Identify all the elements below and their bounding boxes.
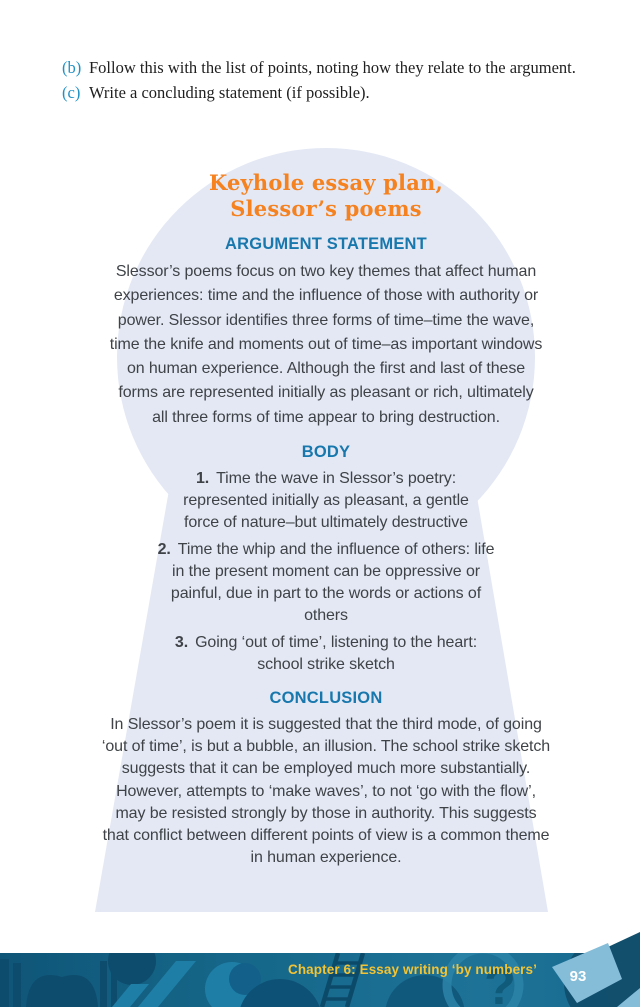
body-point-text: Going ‘out of time’, listening to the heart: school strike sketch xyxy=(195,633,478,673)
plan-title-line1: Keyhole essay plan, xyxy=(208,170,444,195)
body-point-1 xyxy=(174,468,479,535)
list-item-text: Follow this with the list of points, noting how they relate to the argument. xyxy=(89,58,576,77)
body-point-text: Time the whip and the influence of others: life in the present moment can be oppressive or painful, due in part to the words or actions of others xyxy=(170,540,495,625)
body-point-number: 3. xyxy=(174,633,189,651)
page-number: 93 xyxy=(569,968,587,985)
body-point-number: 2. xyxy=(157,540,171,558)
page-number-tab xyxy=(0,930,640,1007)
argument-heading: ARGUMENT STATEMENT xyxy=(225,235,427,253)
list-item-label: (c) xyxy=(62,83,81,102)
body-heading: BODY xyxy=(301,443,351,462)
list-item-text: Write a concluding statement (if possible). xyxy=(89,83,370,102)
body-point-3 xyxy=(156,632,496,676)
conclusion-text: In Slessor’s poem it is suggested that the third mode, of going ‘out of time’, is but a bubble, an illusion. The school strike sketch suggests that it can be employed much more substantially. However, attempts to ‘make waves’, to not ‘go with the flow’, may be resisted strongly by those in authority. This suggests that conflict between different points of view is a common theme in human experience. xyxy=(101,715,551,867)
body-point-number: 1. xyxy=(195,470,210,488)
conclusion-heading: CONCLUSION xyxy=(269,688,383,707)
chapter-label: Chapter 6: Essay writing ‘by numbers’ xyxy=(287,962,537,977)
body-point-2 xyxy=(156,539,496,628)
body-point-text: Time the wave in Slessor’s poetry: represented initially as pleasant, a gentle force of nature–but ultimately destructive xyxy=(183,470,469,532)
keyhole-plan xyxy=(60,170,592,869)
plan-title xyxy=(60,170,592,222)
question-mark-icon: ? xyxy=(484,958,516,1007)
list-item-label: (b) xyxy=(62,58,82,77)
argument-text: Slessor’s poems focus on two key themes that affect human experiences: time and the influence of those with authority or power. Slessor identifies three forms of time–time the wave, time the knife and moments out of time–as important windows on human experience. Although the first and last of these forms are represented initially as pleasant or rich, ultimately all three forms of time appear to bring destruction. xyxy=(109,263,543,426)
plan-title-line2: Slessor’s poems xyxy=(230,196,422,221)
